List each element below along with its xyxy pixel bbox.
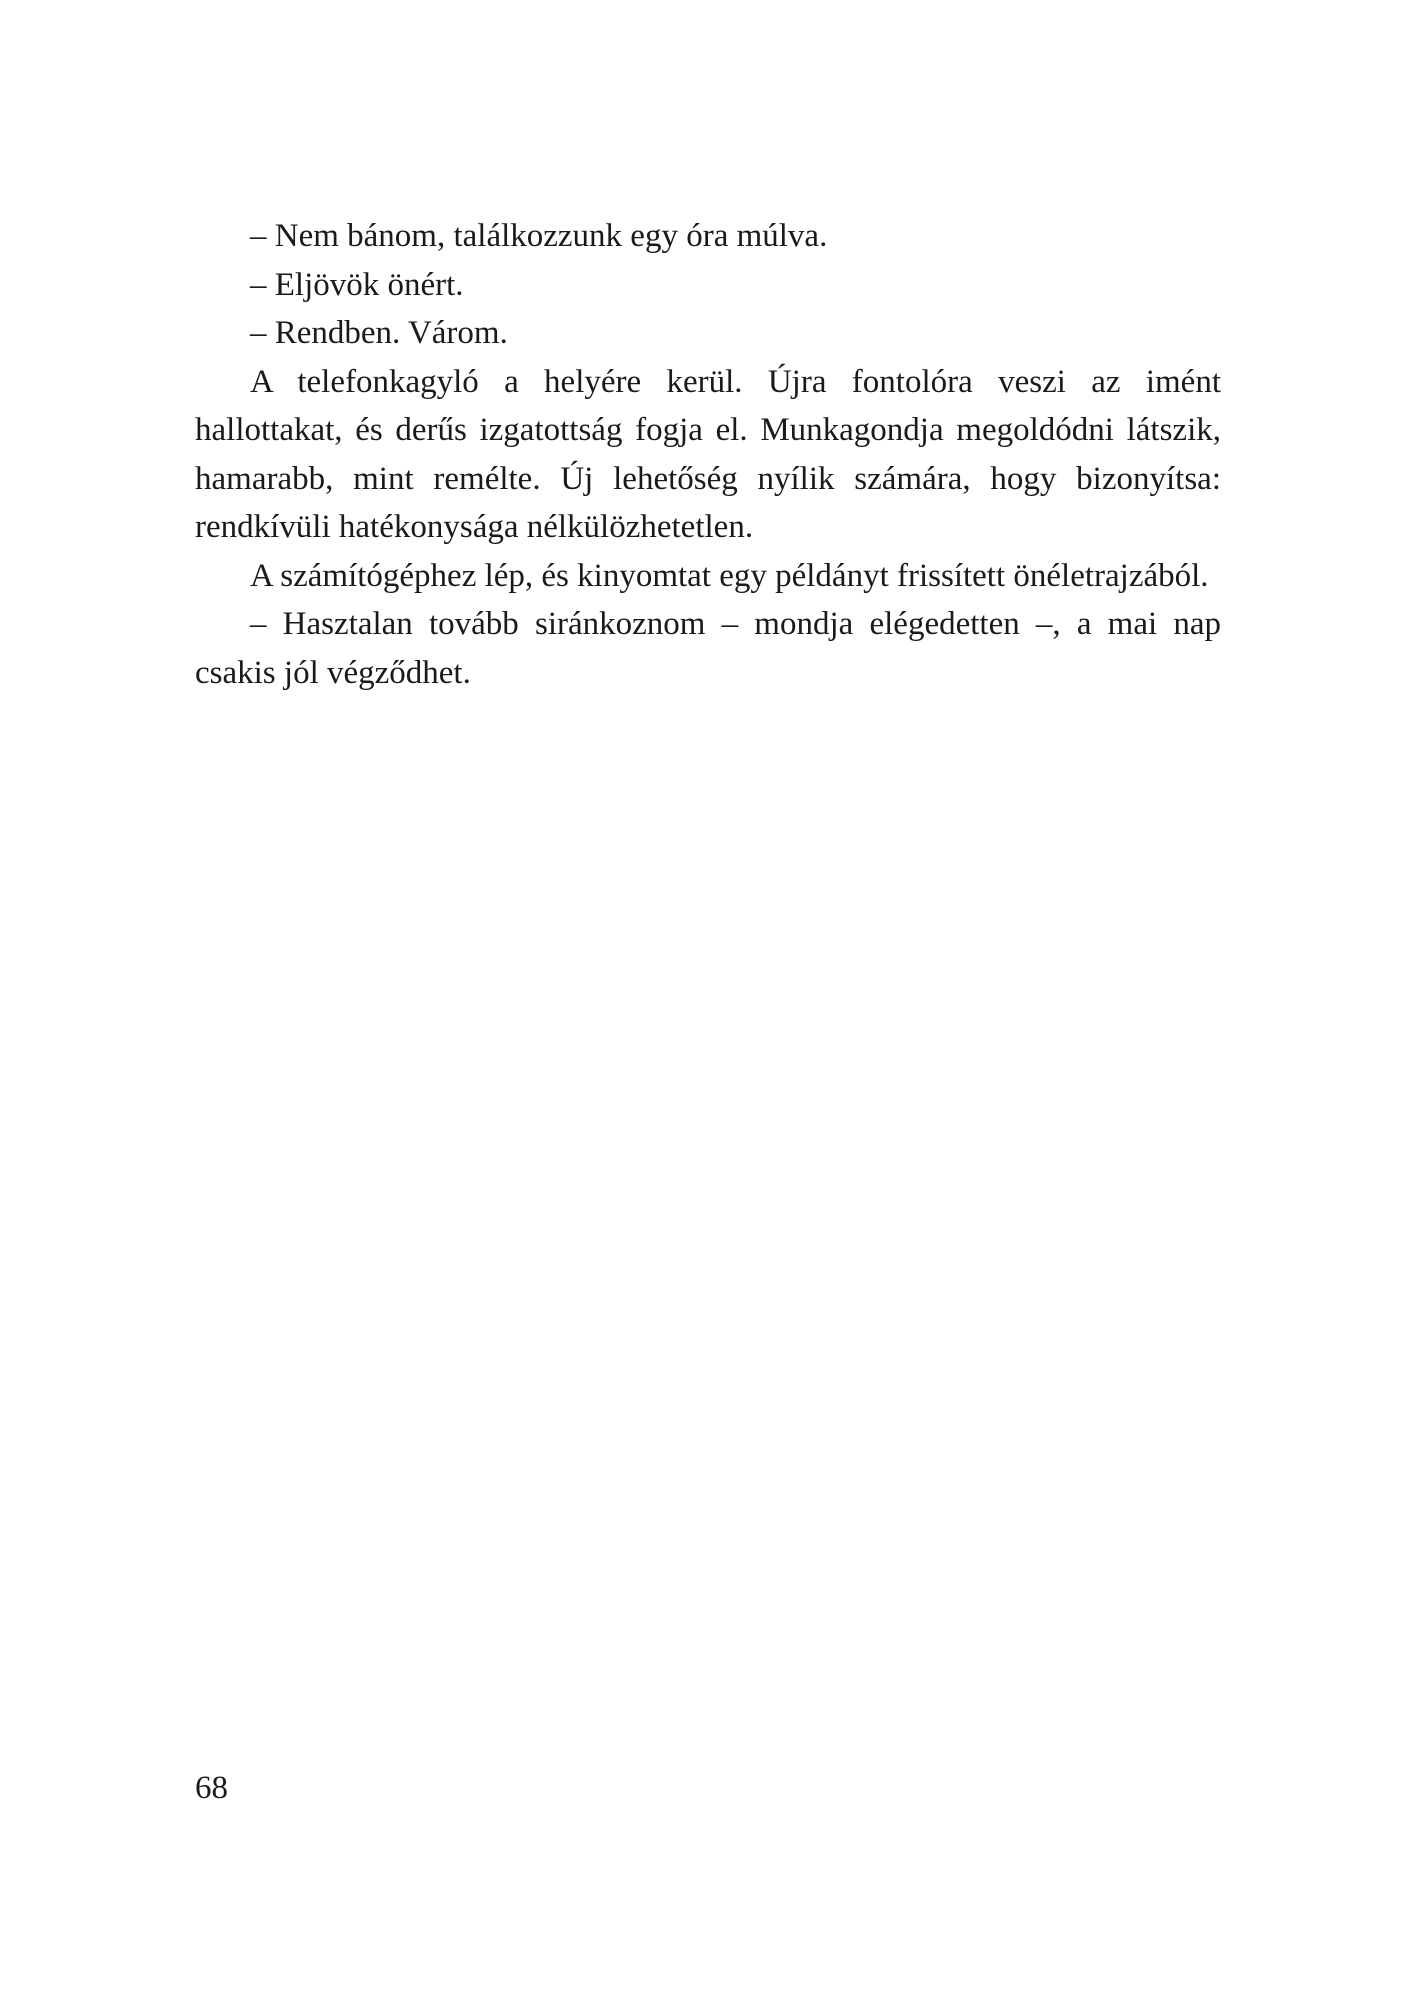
- dialogue-line: – Nem bánom, találkozzunk egy óra múlva.: [250, 218, 828, 254]
- narrative-paragraph: A számítógéphez lép, és kinyomtat egy példányt frissített önéletrajzából.: [250, 557, 1209, 594]
- body-text: [195, 212, 1221, 697]
- dialogue-line: – Rendben. Várom.: [250, 315, 508, 351]
- dialogue-paragraph: – Hasztalan tovább siránkoznom – mondja elégedetten –, a mai nap csakis jól végződhet.: [195, 606, 1221, 691]
- page-number: 68: [195, 1770, 228, 1806]
- dialogue-line: – Eljövök önért.: [250, 266, 464, 303]
- narrative-paragraph: A telefonkagyló a helyére kerül. Újra fontolóra veszi az imént hallottakat, és derűs izgatottság fogja el. Munkagondja megoldódni látszik, hamarabb, mint remélte. Új lehetőség nyílik számára, hogy bizonyítsa: rendkívüli hatékonysága nélkülözhetetlen.: [195, 363, 1221, 545]
